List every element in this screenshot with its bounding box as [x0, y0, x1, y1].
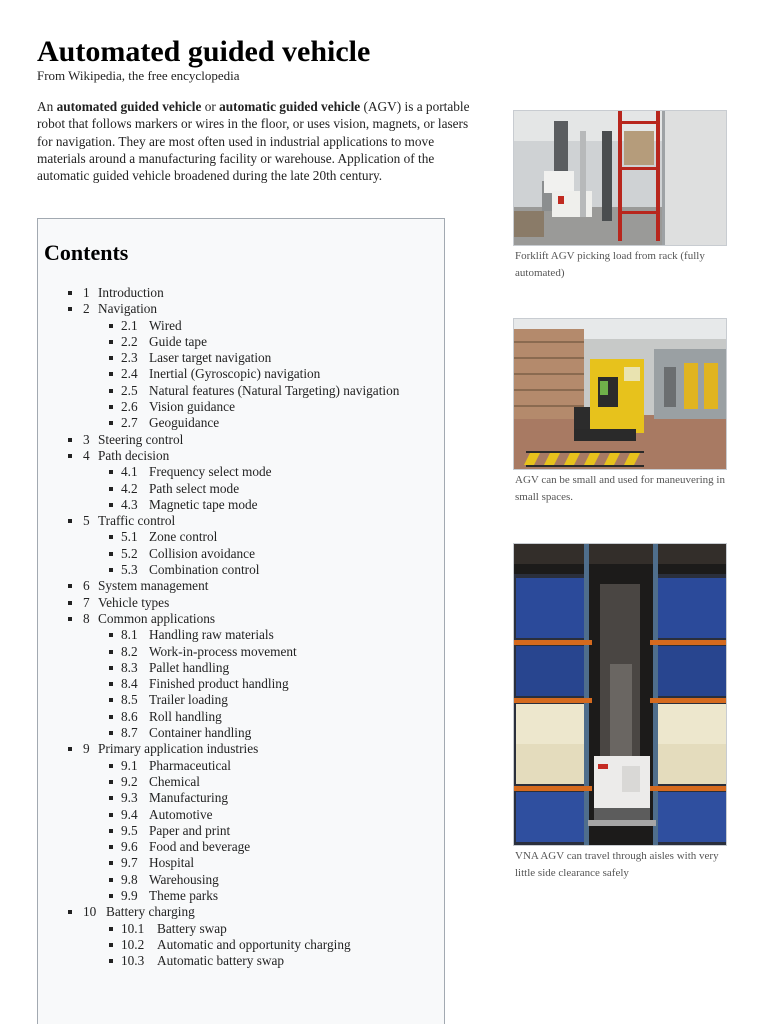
toc-number: 1 — [83, 285, 90, 300]
bullet-icon — [109, 959, 113, 963]
forklift-agv-photo[interactable] — [513, 110, 727, 246]
toc-number: 9.6 — [121, 839, 138, 855]
intro-text: or — [201, 99, 220, 114]
bullet-icon — [109, 470, 113, 474]
toc-link[interactable]: Laser target navigation — [149, 350, 272, 366]
bullet-icon — [109, 535, 113, 539]
toc-link[interactable]: Theme parks — [149, 887, 219, 903]
toc-number: 9 — [83, 741, 90, 757]
bullet-icon — [109, 487, 113, 491]
intro-text: An — [37, 99, 57, 114]
toc-number: 8.1 — [121, 627, 138, 643]
intro-bold-term: automatic guided vehicle — [219, 99, 361, 114]
toc-number: 8 — [83, 610, 90, 626]
toc-link[interactable]: Battery swap — [157, 920, 227, 936]
toc-number: 8.4 — [121, 676, 138, 692]
toc-number: 6 — [83, 578, 90, 594]
toc-link[interactable]: Work-in-process movement — [149, 643, 297, 659]
toc-number: 9.1 — [121, 757, 138, 773]
intro-paragraph — [37, 98, 482, 184]
toc-title: Contents — [44, 240, 129, 265]
bullet-icon — [109, 943, 113, 947]
bullet-icon — [109, 845, 113, 849]
bullet-icon — [109, 503, 113, 507]
small-agv-photo[interactable] — [513, 318, 727, 470]
toc-link[interactable]: Combination control — [149, 562, 260, 578]
bullet-icon — [109, 861, 113, 865]
toc-number: 4.2 — [121, 480, 138, 496]
toc-link[interactable]: Vehicle types — [98, 594, 170, 610]
bullet-icon — [68, 747, 72, 751]
bullet-icon — [68, 438, 72, 442]
figure-caption: AGV can be small and used for maneuvering in small spaces. — [515, 474, 725, 503]
bullet-icon — [109, 389, 113, 393]
toc-number: 10.1 — [121, 920, 145, 936]
bullet-icon — [109, 666, 113, 670]
toc-number: 5.2 — [121, 545, 138, 561]
toc-link[interactable]: Inertial (Gyroscopic) navigation — [149, 366, 321, 382]
toc-number: 5 — [83, 513, 90, 529]
toc-number: 2.7 — [121, 415, 138, 431]
toc-number: 8.2 — [121, 643, 138, 659]
bullet-icon — [109, 698, 113, 702]
toc-number: 9.3 — [121, 790, 138, 806]
toc-link[interactable]: Primary application industries — [98, 741, 259, 757]
toc-number: 2.5 — [121, 382, 138, 398]
toc-number: 10 — [83, 904, 97, 920]
bullet-icon — [109, 568, 113, 572]
toc-link[interactable]: Automatic battery swap — [157, 953, 285, 969]
table-of-contents — [37, 218, 445, 1024]
bullet-icon — [109, 780, 113, 784]
bullet-icon — [109, 829, 113, 833]
toc-number: 7 — [83, 594, 90, 610]
toc-link[interactable]: Automotive — [149, 806, 213, 822]
bullet-icon — [68, 454, 72, 458]
toc-link[interactable]: Warehousing — [149, 871, 219, 887]
toc-number: 5.3 — [121, 562, 138, 578]
bullet-icon — [68, 584, 72, 588]
bullet-icon — [109, 552, 113, 556]
toc-number: 9.7 — [121, 855, 138, 871]
toc-number: 8.7 — [121, 725, 138, 741]
toc-link[interactable]: Traffic control — [98, 513, 176, 529]
bullet-icon — [68, 601, 72, 605]
bullet-icon — [109, 324, 113, 328]
toc-number: 2.2 — [121, 333, 138, 349]
toc-number: 10.3 — [121, 953, 145, 969]
toc-link[interactable]: Pallet handling — [149, 659, 230, 675]
toc-number: 8.6 — [121, 708, 138, 724]
toc-number: 2.6 — [121, 399, 138, 415]
toc-link[interactable]: Finished product handling — [149, 676, 289, 692]
toc-number: 9.2 — [121, 773, 138, 789]
toc-number: 8.3 — [121, 659, 138, 675]
bullet-icon — [109, 894, 113, 898]
toc-link[interactable]: Collision avoidance — [149, 545, 255, 561]
bullet-icon — [68, 519, 72, 523]
figure-forklift-agv — [513, 110, 727, 282]
toc-number: 9.8 — [121, 871, 138, 887]
bullet-icon — [109, 421, 113, 425]
toc-link[interactable]: Geoguidance — [149, 415, 220, 431]
toc-link[interactable]: Roll handling — [149, 708, 222, 724]
figure-vna-agv — [513, 543, 727, 882]
toc-link[interactable]: Vision guidance — [149, 399, 235, 415]
toc-number: 9.5 — [121, 822, 138, 838]
toc-number: 10.2 — [121, 936, 145, 952]
toc-number: 2.4 — [121, 366, 138, 382]
toc-link[interactable]: Chemical — [149, 773, 200, 789]
toc-link[interactable]: Food and beverage — [149, 839, 251, 855]
toc-number: 8.5 — [121, 692, 138, 708]
toc-link[interactable]: Steering control — [98, 431, 184, 447]
intro-text: (AGV) is a portable robot that follows markers or wires in the floor, or uses vision, magnets, or lasers for navigation. They are most often used in industrial applications to move materials around a manufacturing facility or warehouse. Application of the automatic guided vehicle broadened during the late 20th century. — [37, 99, 470, 184]
toc-link[interactable]: Trailer loading — [149, 692, 228, 708]
toc-link[interactable]: Natural features (Natural Targeting) navigation — [149, 382, 400, 398]
bullet-icon — [68, 307, 72, 311]
toc-link[interactable]: Wired — [149, 317, 182, 333]
bullet-icon — [109, 372, 113, 376]
bullet-icon — [109, 340, 113, 344]
toc-link[interactable]: Automatic and opportunity charging — [157, 936, 351, 952]
bullet-icon — [109, 796, 113, 800]
toc-link[interactable]: Pharmaceutical — [149, 757, 231, 773]
figure-caption: VNA AGV can travel through aisles with very little side clearance safely — [515, 850, 719, 879]
toc-link[interactable]: Navigation — [98, 301, 158, 317]
toc-number: 2 — [83, 301, 90, 317]
toc-number: 4.3 — [121, 496, 138, 512]
bullet-icon — [109, 356, 113, 360]
bullet-icon — [68, 910, 72, 914]
bullet-icon — [109, 764, 113, 768]
bullet-icon — [68, 617, 72, 621]
bullet-icon — [109, 633, 113, 637]
toc-link[interactable]: Common applications — [98, 610, 216, 626]
figure-small-agv — [513, 318, 727, 506]
toc-link[interactable]: Zone control — [149, 529, 218, 545]
toc-link[interactable]: Hospital — [149, 855, 195, 871]
toc-link[interactable]: Introduction — [98, 285, 164, 300]
bullet-icon — [109, 731, 113, 735]
bullet-icon — [109, 813, 113, 817]
bullet-icon — [109, 405, 113, 409]
toc-link[interactable]: Frequency select mode — [149, 464, 272, 480]
page-subtitle: From Wikipedia, the free encyclopedia — [37, 68, 240, 83]
toc-number: 4 — [83, 447, 90, 463]
figure-caption: Forklift AGV picking load from rack (fully automated) — [515, 250, 705, 279]
toc-number: 5.1 — [121, 529, 138, 545]
toc-link[interactable]: Handling raw materials — [149, 627, 274, 643]
vna-agv-photo[interactable] — [513, 543, 727, 846]
bullet-icon — [68, 291, 72, 295]
toc-link[interactable]: Battery charging — [106, 904, 195, 920]
toc-number: 9.9 — [121, 887, 138, 903]
toc-link[interactable]: Manufacturing — [149, 790, 229, 806]
toc-number: 2.3 — [121, 350, 138, 366]
toc-link[interactable]: System management — [98, 578, 209, 594]
toc-number: 9.4 — [121, 806, 138, 822]
toc-number: 3 — [83, 431, 90, 447]
toc-link[interactable]: Path decision — [98, 447, 170, 463]
toc-number: 2.1 — [121, 317, 138, 333]
toc-link[interactable]: Guide tape — [149, 333, 207, 349]
bullet-icon — [109, 715, 113, 719]
toc-link[interactable]: Magnetic tape mode — [149, 496, 258, 512]
toc-link[interactable]: Path select mode — [149, 480, 240, 496]
bullet-icon — [109, 927, 113, 931]
bullet-icon — [109, 650, 113, 654]
toc-link[interactable]: Paper and print — [149, 822, 231, 838]
toc-number: 4.1 — [121, 464, 138, 480]
toc-link[interactable]: Container handling — [149, 725, 252, 741]
page-title: Automated guided vehicle — [37, 35, 371, 68]
bullet-icon — [109, 682, 113, 686]
intro-bold-term: automated guided vehicle — [56, 99, 202, 114]
bullet-icon — [109, 878, 113, 882]
